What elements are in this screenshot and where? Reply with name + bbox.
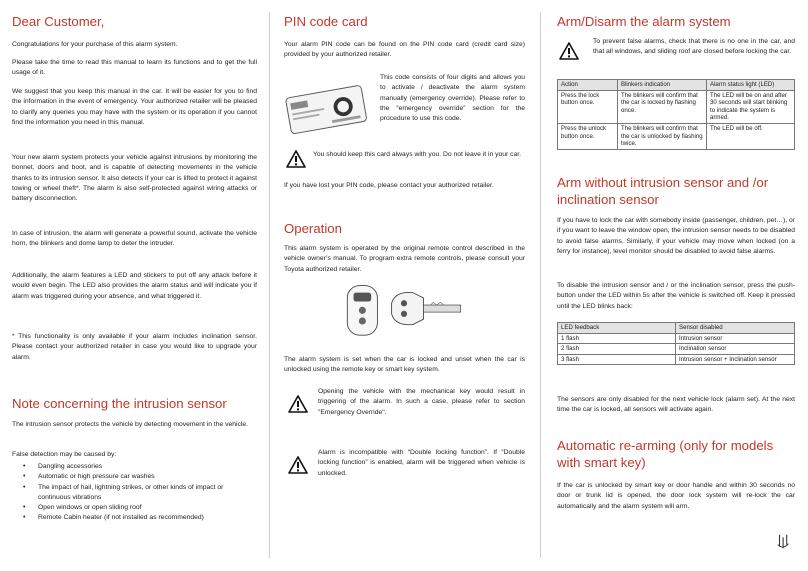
table-header-row	[558, 323, 795, 334]
table-header: Action	[558, 80, 618, 91]
table-row	[558, 123, 795, 149]
table-header: Alarm status light (LED)	[707, 80, 795, 91]
column-middle	[284, 0, 525, 571]
table-cell: 3 flash	[558, 354, 676, 365]
intro-paragraph: In case of intrusion, the alarm will generate a powerful sound, activate the vehicle horn, the blinkers and dome lamp to deter the intruder.	[12, 230, 257, 248]
arm-disarm-table	[557, 79, 795, 150]
pin-warning: You should keep this card always with you. Do not leave it in your car.	[313, 151, 521, 158]
table-cell: Intrusion sensor + Inclination sensor	[676, 354, 795, 365]
table-cell: Intrusion sensor	[676, 333, 795, 344]
table-cell: 2 flash	[558, 344, 676, 355]
footnote: * This functionality is only available if your alarm includes inclination sensor. Please contact your authorized retailer in case you would like to upgrade your alarm.	[12, 333, 257, 361]
led-feedback-table	[557, 322, 795, 365]
intro-paragraph: We suggest that you keep this manual in the car. It will be easier for you to find the information in the event of emergency. Your authorized retailer will be pleased to clarify any queries you may have with the system or its operation if you cannot find the information you need in this manual.	[12, 88, 257, 126]
table-header-row	[558, 80, 795, 91]
column-left	[12, 0, 257, 571]
warning-icon	[288, 456, 308, 474]
arm-without-sensor-text: If you have to lock the car with somebody inside (passenger, children, pet…), or if you want to leave the window open, the intrusion sensor needs to be disabled to avoid false alarms. Similarly, if your vehicle may move when locked (on a ferry for instance), level monitor should be disabled to avoid false alarms.	[557, 217, 795, 255]
table-row	[558, 354, 795, 365]
section-title-intrusion-sensor: Note concerning the intrusion sensor	[12, 396, 227, 411]
false-detection-label: False detection may be caused by:	[12, 451, 117, 458]
section-title-automatic-rearming: Automatic re-arming (only for models with smart key)	[557, 438, 774, 470]
pin-code-card-illustration	[284, 72, 370, 144]
table-cell: The blinkers will confirm that the car is locked by flashing once.	[618, 90, 707, 123]
rearming-text: If the car is unlocked by smart key or door handle and within 30 seconds no door or trunk lid is opened, the door lock system will re-lock the car automatically and the alarm system will arm.	[557, 482, 795, 510]
double-locking-warning: Alarm is incompatible with “Double locking function”. If “Double locking function” is enabled, alarm will be triggered when vehicle is unlocked.	[318, 449, 525, 477]
table-cell: Inclination sensor	[676, 344, 795, 355]
page-title: Dear Customer,	[12, 14, 105, 29]
causes-list	[12, 462, 257, 524]
table-row	[558, 90, 795, 123]
list-item: • Open windows or open sliding roof	[12, 503, 257, 513]
sensors-reactivate-text: The sensors are only disabled for the next vehicle lock (alarm set). At the next time the car is locked, all sensors will activate again.	[557, 396, 795, 414]
table-header: Blinkers indication	[618, 80, 707, 91]
list-item: • Dangling accessories	[12, 462, 257, 472]
table-cell: Press the lock button once.	[558, 90, 618, 123]
pin-lost: If you have lost your PIN code, please contact your authorized retailer.	[284, 182, 494, 189]
operation-text: This alarm system is operated by the original remote control described in the vehicle owner’s manual. To program extra remote controls, please consult your Toyota authorized retailer.	[284, 245, 525, 273]
intro-paragraph: Please take the time to read this manual to learn its functions and to get the full usage of it.	[12, 59, 257, 77]
operation-set-text: The alarm system is set when the car is locked and unset when the car is unlocked using the remote key or smart key system.	[284, 356, 525, 374]
table-row	[558, 333, 795, 344]
table-header: Sensor disabled	[676, 323, 795, 334]
warning-icon	[288, 395, 308, 413]
section-title-arm-without-sensor: Arm without intrusion sensor and /or inclination sensor	[557, 175, 769, 207]
table-cell: The LED will be off.	[707, 123, 795, 149]
column-divider	[540, 12, 541, 558]
table-cell: The LED will be on and after 30 seconds will start blinking to indicate the system is armed.	[707, 90, 795, 123]
arm-warning: To prevent false alarms, check that there is no one in the car, and that all windows, and sliding roof are closed before locking the car.	[593, 38, 795, 56]
mechanical-key-warning: Opening the vehicle with the mechanical key would result in triggering of the alarm. In such a case, please refer to section "Emergency Override".	[318, 388, 525, 416]
list-item: • Automatic or high pressure car washes	[12, 472, 257, 482]
table-row	[558, 344, 795, 355]
warning-icon	[286, 150, 306, 168]
column-right	[557, 0, 795, 571]
section-title-pin-code: PIN code card	[284, 14, 368, 29]
remote-key-illustration	[334, 282, 474, 344]
sensor-text: The intrusion sensor protects the vehicle by detecting movement in the vehicle.	[12, 421, 248, 428]
intro-paragraph: Your new alarm system protects your vehicle against intrusions by monitoring the bonnet, doors and boot, and is capable of detecting movements in the vehicle thanks to its intrusion sensor. It also detects if your car is lifted to protect it against towing or wheel theft*. The alarm is also self-protected against wiring attacks or battery disconnection.	[12, 154, 257, 203]
table-cell: The blinkers will confirm that the car is unlocked by flashing twice.	[618, 123, 707, 149]
warning-icon	[559, 42, 579, 60]
list-item: • The impact of hail, lightning strikes, or other kinds of impact or continuous vibrations	[12, 483, 257, 504]
section-title-arm-disarm: Arm/Disarm the alarm system	[557, 14, 731, 29]
section-title-operation: Operation	[284, 221, 342, 236]
column-divider	[269, 12, 270, 558]
pin-intro: Your alarm PIN code can be found on the PIN code card (credit card size) provided by your authorized retailer.	[284, 41, 525, 59]
table-cell: 1 flash	[558, 333, 676, 344]
disable-sensor-instructions: To disable the intrusion sensor and / or the inclination sensor, press the push-button under the LED within 5s after the vehicle is switched off. Keep it pressed until the LED blinks back:	[557, 282, 795, 310]
intro-paragraph: Additionally, the alarm features a LED and stickers to put off any attack before it would even begin. The LED also provides the alarm status and will indicate you if alarm was triggered during your absence, and what triggered it.	[12, 272, 257, 300]
table-header: LED feedback	[558, 323, 676, 334]
intro-paragraph: Congratulations for your purchase of this alarm system.	[12, 41, 178, 48]
page-turn-icon	[775, 532, 793, 550]
list-item: • Remote Cabin heater (if not installed as recommended)	[12, 513, 257, 523]
pin-description: This code consists of four digits and allows you to activate / deactivate the alarm system manually (emergency override). Please refer to the “emergency override” section for the procedure to use this code.	[380, 74, 525, 123]
table-cell: Press the unlock button once.	[558, 123, 618, 149]
